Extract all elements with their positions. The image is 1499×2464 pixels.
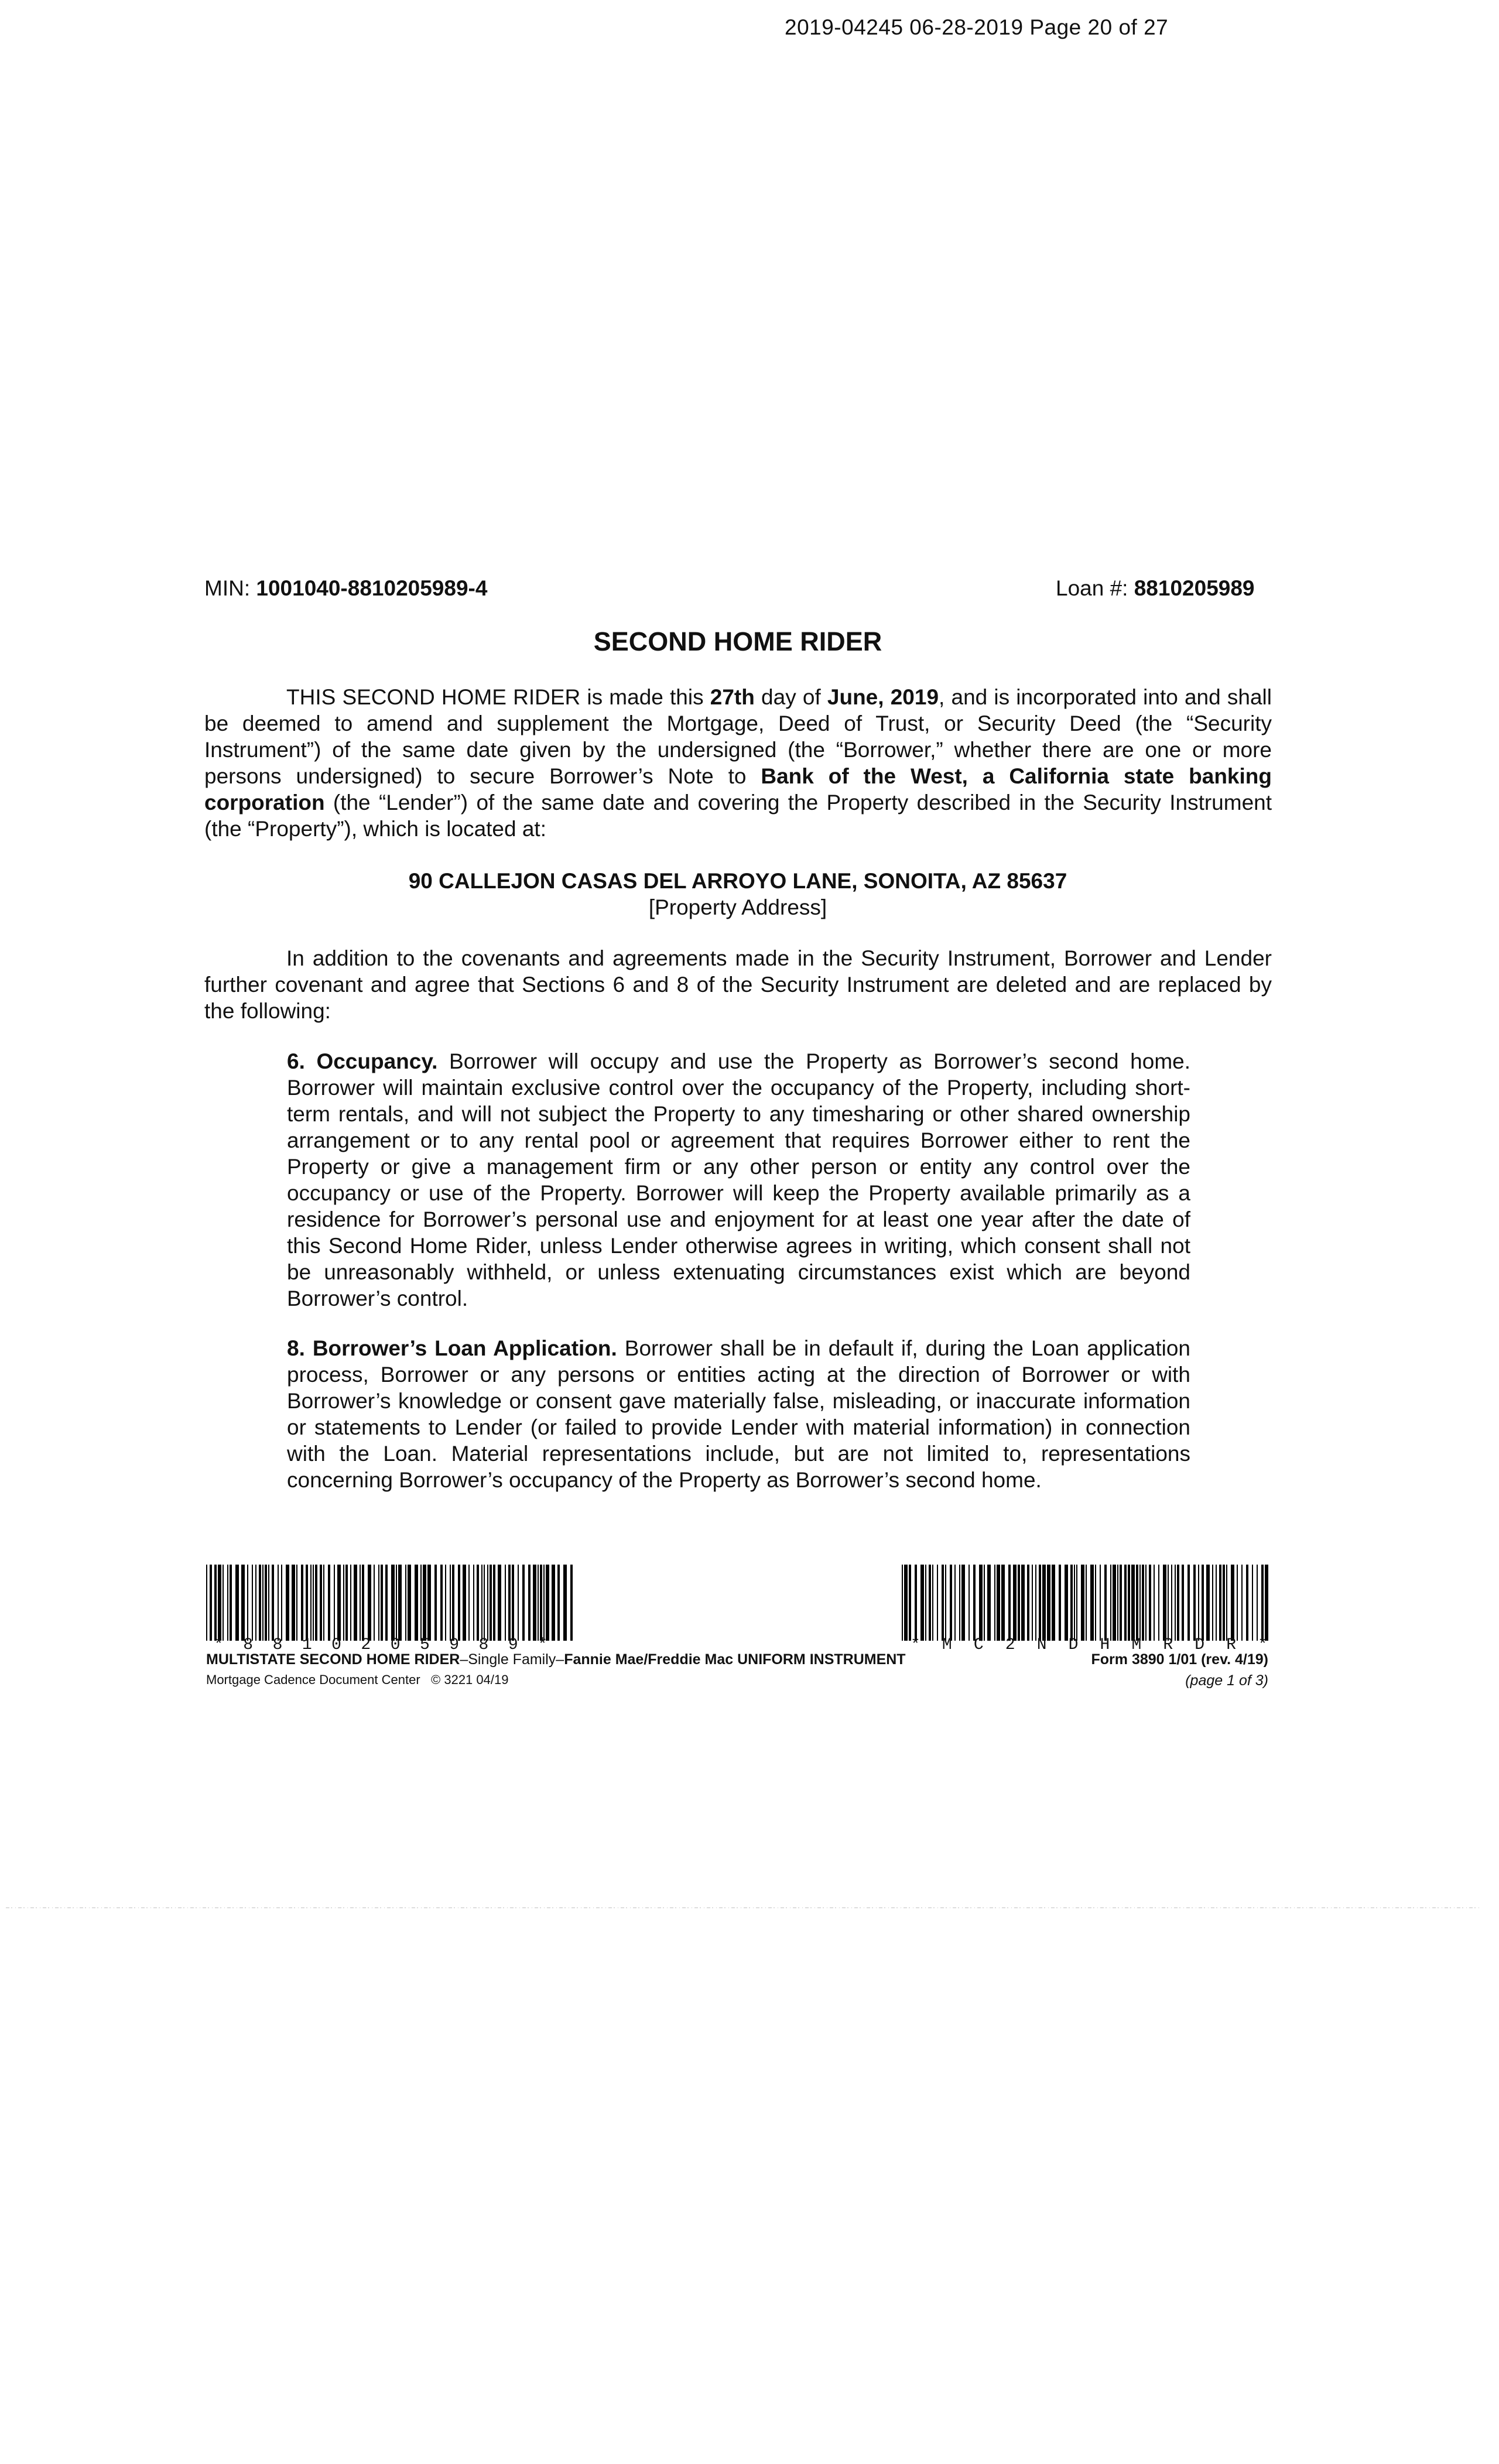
barcode-bar [374,1565,375,1641]
barcode-bar [230,1565,232,1641]
barcode-bar [1059,1565,1061,1641]
barcode-bar [301,1565,303,1641]
barcode-bar [518,1565,519,1641]
barcode-bar [477,1565,479,1641]
barcode-bar [452,1565,454,1641]
barcode-bar [1042,1565,1046,1641]
barcode-bar [505,1565,506,1641]
form-number: Form 3890 1/01 (rev. 4/19) [1091,1651,1268,1668]
barcode-bar [320,1565,322,1641]
barcode-bar [368,1565,371,1641]
form-title-main: MULTISTATE SECOND HOME RIDER [206,1651,460,1668]
barcode-bar [227,1565,228,1641]
copyright-symbol: © [431,1672,441,1687]
barcode-bar [904,1565,908,1641]
barcode-bar [484,1565,485,1641]
barcode-bar [1113,1565,1116,1641]
barcode-bar [557,1565,560,1641]
barcode-bar [427,1565,431,1641]
form-barcode-char: D [1195,1636,1205,1654]
barcode-bar [354,1565,357,1641]
barcode-bar [223,1565,224,1641]
barcode-bar [1216,1565,1217,1641]
min-value: 1001040-8810205989-4 [256,576,488,600]
barcode-bar [268,1565,269,1641]
barcode-bar [968,1565,970,1641]
loan-barcode-char: 8 [272,1636,283,1654]
barcode-bar [1202,1565,1204,1641]
barcode-bar [522,1565,525,1641]
barcode-bar [1008,1565,1011,1641]
recording-stamp: 2019-04245 06-28-2019 Page 20 of 27 [785,15,1169,39]
barcode-bar [408,1565,411,1641]
barcode-bar [1237,1565,1238,1641]
barcode-bar [292,1565,295,1641]
barcode-bar [1139,1565,1141,1641]
barcode-bar [932,1565,933,1641]
barcode-bar [396,1565,397,1641]
barcode-bar [1171,1565,1172,1641]
barcode-bar [925,1565,926,1641]
barcode-bar [954,1565,956,1641]
barcode-bar [570,1565,573,1641]
barcode-bar [296,1565,297,1641]
barcode-bar [345,1565,348,1641]
barcode-bar [445,1565,446,1641]
barcode-bar [272,1565,274,1641]
barcode-bar [512,1565,514,1641]
barcode-bar [381,1565,383,1641]
barcode-bar [450,1565,451,1641]
barcode-bar [1100,1565,1101,1641]
loan-barcode-char: * [214,1636,224,1654]
intro-text-3: , and is incorporated into and shall be deemed to amend and supplement the Mortgage, Deed of Trust, or Security Deed (the “Security Instrument”) of the same date given by the undersigned (the “Borrower,” whether there are one or more persons undersigned) to secure Borrower’s Note to [204,685,1272,788]
form-title [206,1651,906,1668]
barcode-bar [278,1565,279,1641]
loan-barcode-char: 0 [331,1636,341,1654]
loan-label: Loan #: [1056,576,1134,600]
barcode-bar [942,1565,944,1641]
barcode-bar [929,1565,931,1641]
barcode-bar [1074,1565,1075,1641]
lender-name: Bank of the West, a California state banking corporation [204,764,1272,815]
barcode-bar [235,1565,239,1641]
form-barcode-char: * [911,1636,920,1654]
form-barcode-char: H [1100,1636,1110,1654]
barcode-bar [1187,1565,1190,1641]
barcode-bar [997,1565,1000,1641]
barcode-bar [415,1565,418,1641]
form-barcode-char: M [1131,1636,1142,1654]
form-barcode-char: * [1258,1636,1268,1654]
barcode-bar [1027,1565,1029,1641]
barcode-bar [498,1565,501,1641]
form-barcode-char: R [1226,1636,1237,1654]
barcode-bar [1212,1565,1213,1641]
barcode-bar [481,1565,482,1641]
barcode-bar [1241,1565,1243,1641]
barcode-bar [310,1565,312,1641]
barcode-bar [920,1565,924,1641]
loan-barcode-char: 5 [419,1636,430,1654]
barcode-bar [1154,1565,1155,1641]
barcode-bar [1120,1565,1122,1641]
barcode-bar [950,1565,952,1641]
barcode-bar [473,1565,474,1641]
barcode-bar [1070,1565,1073,1641]
form-barcode-char: N [1036,1636,1047,1654]
barcode-bar [1086,1565,1087,1641]
barcode-bar [1032,1565,1033,1641]
barcode-bar [1136,1565,1138,1641]
barcode-bar [546,1565,549,1641]
form-barcode-char: R [1163,1636,1173,1654]
barcode-bar [1206,1565,1210,1641]
min-number [204,576,487,601]
min-label: MIN: [204,576,256,600]
intro-text-4: (the “Lender”) of the same date and covering the Property described in the Security Instrument (the “Property”), which is located at: [204,790,1272,841]
loan-barcode-char: 9 [508,1636,518,1654]
barcode-bar [265,1565,267,1641]
barcode-bar [468,1565,470,1641]
barcode-bar [945,1565,946,1641]
barcode-bar [423,1565,426,1641]
barcode-bar [286,1565,289,1641]
barcode-bar [528,1565,531,1641]
barcode-bar [1226,1565,1227,1641]
vendor-line [206,1672,508,1688]
barcode-bar [362,1565,364,1641]
barcode-bar [1231,1565,1234,1641]
barcode-bar [1142,1565,1144,1641]
barcode-bar [563,1565,567,1641]
barcode-bar [214,1565,217,1641]
barcode-bar [1128,1565,1130,1641]
barcode-bar [1065,1565,1068,1641]
barcode-bar [206,1565,207,1641]
intro-paragraph [204,684,1272,842]
barcode-bar [1035,1565,1036,1641]
form-title-type: –Single Family– [460,1651,564,1668]
barcode-bar [420,1565,422,1641]
barcode-bar [1104,1565,1107,1641]
barcode-bar [487,1565,488,1641]
barcode-bar [1021,1565,1025,1641]
barcode-bar [1252,1565,1253,1641]
barcode-bar [1039,1565,1041,1641]
form-barcode-char: 2 [1005,1636,1015,1654]
section-8-heading: 8. Borrower’s Loan Application. [287,1336,617,1360]
barcode-bar [1090,1565,1094,1641]
section-8-loan-application [287,1335,1190,1493]
loan-barcode-char: 1 [302,1636,312,1654]
property-address-caption: [Property Address] [648,895,827,919]
section-8-text: Borrower shall be in default if, during the Loan application process, Borrower or any persons or entities acting at the direction of Borrower or with Borrower’s knowledge or consent gave materially false, misleading, or inaccurate information or statements to Lender (or failed to provide Lender with material information) in connection with the Loan. Material representations include, but are not limited to, representations concerning Borrower’s occupancy of the Property as Borrower’s second home. [287,1336,1190,1492]
barcode-bar [1145,1565,1147,1641]
barcode-bar [458,1565,460,1641]
barcode-bar [1219,1565,1221,1641]
barcode-bar [984,1565,985,1641]
barcode-bar [1198,1565,1199,1641]
loan-barcode-char: * [538,1636,547,1654]
barcode-bar [1257,1565,1258,1641]
barcode-bar [1163,1565,1166,1641]
barcode-bar [490,1565,492,1641]
barcode-bar [440,1565,443,1641]
barcode-bar [1149,1565,1151,1641]
barcode-bar [378,1565,379,1641]
barcode-bar [1182,1565,1184,1641]
barcode-bar [334,1565,335,1641]
covenants-intro: In addition to the covenants and agreements made in the Security Instrument, Borrower and Lender further covenant and agree that Sections 6 and 8 of the Security Instrument are deleted and are replaced by the following: [204,946,1272,1023]
barcode-bar [306,1565,308,1641]
barcode-bar [259,1565,261,1641]
barcode-bar [210,1565,212,1641]
intro-text-1: THIS SECOND HOME RIDER is made this [286,685,710,709]
barcode-bar [979,1565,983,1641]
barcode-bar [533,1565,536,1641]
barcode-bar [1052,1565,1055,1641]
barcode-bar [1158,1565,1159,1641]
barcode-bar [915,1565,917,1641]
barcode-bar [255,1565,256,1641]
document-title: SECOND HOME RIDER [593,627,882,656]
form-code: 3221 04/19 [444,1672,509,1687]
barcode-bar [1081,1565,1084,1641]
vendor-name: Mortgage Cadence Document Center [206,1672,420,1687]
section-6-heading: 6. Occupancy. [287,1049,438,1073]
property-address-block [0,868,1476,920]
loan-barcode-char: 0 [390,1636,401,1654]
barcode-bar [315,1565,317,1641]
barcode-bar [508,1565,511,1641]
barcode-bar [1131,1565,1135,1641]
scan-artifact-line [6,1905,1481,1910]
barcode-bar [1223,1565,1225,1641]
form-barcode [902,1565,1273,1641]
section-6-text: Borrower will occupy and use the Property as Borrower’s second home. Borrower will maintain exclusive control over the occupancy of the Property, including short-term rentals, and will not subject the Property to any timesharing or other shared ownership arrangement or to any rental pool or agreement that requires Borrower either to rent the Property or give a management firm or any other person or entity any control over the occupancy or use of the Property. Borrower will keep the Property available primarily as a residence for Borrower’s personal use and enjoyment for at least one year after the date of this Second Home Rider, unless Lender otherwise agrees in writing, which consent shall not be unreasonably withheld, or unless extenuating circumstances exist which are beyond Borrower’s control. [287,1049,1190,1310]
barcode-bar [405,1565,406,1641]
loan-value: 8810205989 [1134,576,1255,600]
barcode-bar [1117,1565,1118,1641]
barcode-bar [994,1565,995,1641]
barcode-bar [360,1565,361,1641]
barcode-bar [540,1565,542,1641]
barcode-bar [313,1565,314,1641]
barcode-bar [328,1565,330,1641]
barcode-bar [323,1565,324,1641]
barcode-bar [1095,1565,1096,1641]
intro-text-2: day of [754,685,827,709]
barcode-bar [937,1565,938,1641]
loan-barcode-char: 2 [361,1636,371,1654]
barcode-bar [987,1565,991,1641]
form-barcode-char: C [973,1636,984,1654]
section-6-occupancy [287,1048,1190,1312]
form-barcode-char: D [1068,1636,1079,1654]
barcode-bar [1076,1565,1077,1641]
barcode-bar [281,1565,282,1641]
barcode-bar [1175,1565,1176,1641]
loan-barcode-char: 9 [449,1636,460,1654]
barcode-bar [391,1565,395,1641]
barcode-bar [552,1565,555,1641]
barcode-bar [262,1565,263,1641]
barcode-bar [337,1565,341,1641]
barcode-bar [959,1565,960,1641]
form-barcode-char: M [942,1636,952,1654]
barcode-bar [350,1565,351,1641]
barcode-bar [1124,1565,1127,1641]
barcode-bar [1265,1565,1268,1641]
property-address: 90 CALLEJON CASAS DEL ARROYO LANE, SONOITA, AZ 85637 [408,869,1067,893]
barcode-bar [961,1565,965,1641]
barcode-bar [1013,1565,1017,1641]
barcode-bar [252,1565,253,1641]
loan-barcode [206,1565,576,1641]
barcode-bar [434,1565,437,1641]
page-number: (page 1 of 3) [1185,1672,1268,1689]
loan-barcode-char: 8 [243,1636,254,1654]
barcode-bar [543,1565,545,1641]
barcode-bar [398,1565,402,1641]
barcode-bar [538,1565,539,1641]
barcode-bar [1261,1565,1264,1641]
barcode-bar [1193,1565,1196,1641]
barcode-bar [218,1565,221,1641]
loan-number [1056,576,1255,601]
loan-barcode-char: 8 [478,1636,489,1654]
barcode-bar [1047,1565,1050,1641]
barcode-bar [241,1565,245,1641]
barcode-bar [902,1565,903,1641]
barcode-bar [1246,1565,1248,1641]
form-title-instrument: Fannie Mae/Freddie Mac UNIFORM INSTRUMENT [564,1651,906,1668]
barcode-bar [493,1565,495,1641]
barcode-bar [1001,1565,1005,1641]
barcode-bar [1177,1565,1179,1641]
barcode-bar [463,1565,466,1641]
barcode-bar [385,1565,388,1641]
barcode-bar [343,1565,344,1641]
barcode-bar [247,1565,248,1641]
rider-date: June, 2019 [827,685,939,709]
barcode-bar [973,1565,976,1641]
rider-day: 27th [710,685,755,709]
barcode-bar [1110,1565,1111,1641]
barcode-bar [1168,1565,1169,1641]
barcode-bar [909,1565,911,1641]
barcode-bar [1018,1565,1020,1641]
